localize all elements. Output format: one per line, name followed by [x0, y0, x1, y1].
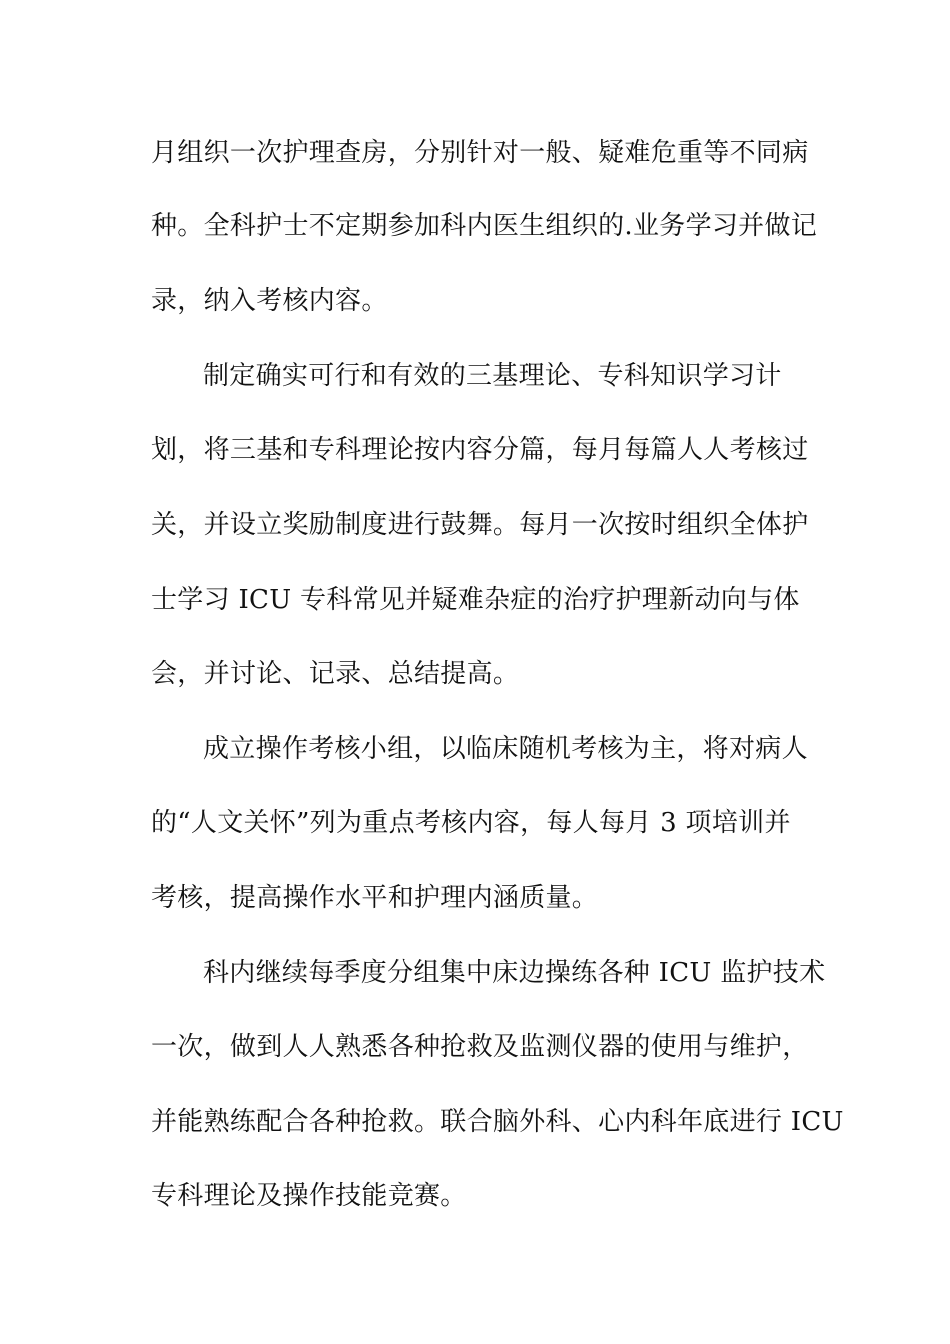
paragraph-1-line-2: 种。全科护士不定期参加科内医生组织的.业务学习并做记	[151, 211, 818, 241]
paragraph-4-line-2: 一次，做到人人熟悉各种抢救及监测仪器的使用与维护，	[151, 1032, 809, 1062]
paragraph-3-line-1: 成立操作考核小组，以临床随机考核为主，将对病人	[203, 734, 808, 764]
paragraph-4-line-3: 并能熟练配合各种抢救。联合脑外科、心内科年底进行 ICU	[151, 1107, 844, 1137]
paragraph-1-line-1: 月组织一次护理查房，分别针对一般、疑难危重等不同病	[151, 138, 809, 168]
paragraph-1-line-3: 录，纳入考核内容。	[151, 286, 388, 316]
paragraph-3-line-3: 考核，提高操作水平和护理内涵质量。	[151, 883, 599, 913]
paragraph-2-line-4: 士学习 ICU 专科常见并疑难杂症的治疗护理新动向与体	[151, 585, 800, 615]
paragraph-2-line-2: 划，将三基和专科理论按内容分篇，每月每篇人人考核过	[151, 435, 809, 465]
paragraph-2-line-1: 制定确实可行和有效的三基理论、专科知识学习计	[203, 361, 782, 391]
paragraph-4-line-1: 科内继续每季度分组集中床边操练各种 ICU 监护技术	[203, 958, 826, 988]
paragraph-2-line-3: 关，并设立奖励制度进行鼓舞。每月一次按时组织全体护	[151, 510, 809, 540]
paragraph-4-line-4: 专科理论及操作技能竞赛。	[151, 1181, 467, 1211]
paragraph-2-line-5: 会，并讨论、记录、总结提高。	[151, 659, 520, 689]
paragraph-3-line-2: 的“人文关怀”列为重点考核内容，每人每月 3 项培训并	[151, 808, 791, 838]
